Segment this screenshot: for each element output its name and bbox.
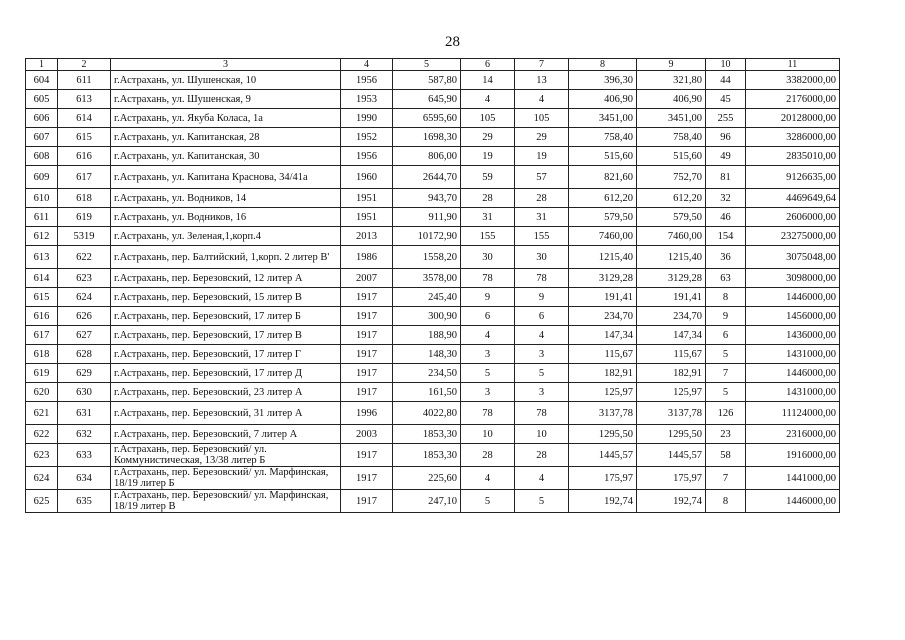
cell-count-b: 30 bbox=[515, 246, 569, 269]
cell-count-a: 3 bbox=[461, 383, 515, 402]
cell-address: г.Астрахань, пер. Березовский/ ул. Марфинская, 18/19 литер В bbox=[111, 490, 341, 513]
cell-area-b: 758,40 bbox=[637, 128, 706, 147]
table-row bbox=[26, 90, 840, 109]
cell-area-a: 125,97 bbox=[569, 383, 637, 402]
cell-count-a: 30 bbox=[461, 246, 515, 269]
column-header: 2 bbox=[58, 59, 111, 71]
cell-row-number: 607 bbox=[26, 128, 58, 147]
cell-count-a: 5 bbox=[461, 364, 515, 383]
cell-year-built: 1917 bbox=[341, 307, 393, 326]
cell-count-a: 4 bbox=[461, 90, 515, 109]
cell-object-id: 628 bbox=[58, 345, 111, 364]
cell-total-area: 1698,30 bbox=[393, 128, 461, 147]
cell-row-number: 611 bbox=[26, 208, 58, 227]
cell-count-b: 155 bbox=[515, 227, 569, 246]
cell-count-a: 6 bbox=[461, 307, 515, 326]
cell-object-id: 629 bbox=[58, 364, 111, 383]
table-row bbox=[26, 288, 840, 307]
cell-address: г.Астрахань, пер. Березовский, 23 литер А bbox=[111, 383, 341, 402]
cell-area-a: 182,91 bbox=[569, 364, 637, 383]
cell-cost: 2176000,00 bbox=[746, 90, 840, 109]
cell-total-area: 1853,30 bbox=[393, 425, 461, 444]
cell-cost: 1446000,00 bbox=[746, 364, 840, 383]
cell-area-a: 821,60 bbox=[569, 166, 637, 189]
cell-residents: 9 bbox=[706, 307, 746, 326]
cell-address: г.Астрахань, ул. Водников, 16 bbox=[111, 208, 341, 227]
cell-row-number: 620 bbox=[26, 383, 58, 402]
cell-count-a: 14 bbox=[461, 71, 515, 90]
cell-area-a: 7460,00 bbox=[569, 227, 637, 246]
cell-residents: 63 bbox=[706, 269, 746, 288]
cell-area-a: 234,70 bbox=[569, 307, 637, 326]
cell-residents: 5 bbox=[706, 383, 746, 402]
cell-count-b: 4 bbox=[515, 326, 569, 345]
cell-row-number: 604 bbox=[26, 71, 58, 90]
cell-count-a: 19 bbox=[461, 147, 515, 166]
table-row bbox=[26, 490, 840, 513]
cell-area-a: 3451,00 bbox=[569, 109, 637, 128]
column-header: 6 bbox=[461, 59, 515, 71]
cell-count-a: 4 bbox=[461, 467, 515, 490]
cell-area-b: 3451,00 bbox=[637, 109, 706, 128]
cell-count-b: 28 bbox=[515, 189, 569, 208]
cell-total-area: 234,50 bbox=[393, 364, 461, 383]
column-header: 9 bbox=[637, 59, 706, 71]
cell-cost: 3382000,00 bbox=[746, 71, 840, 90]
cell-count-b: 19 bbox=[515, 147, 569, 166]
cell-residents: 5 bbox=[706, 345, 746, 364]
cell-total-area: 806,00 bbox=[393, 147, 461, 166]
cell-object-id: 619 bbox=[58, 208, 111, 227]
column-header: 10 bbox=[706, 59, 746, 71]
table-row bbox=[26, 444, 840, 467]
cell-total-area: 911,90 bbox=[393, 208, 461, 227]
cell-row-number: 613 bbox=[26, 246, 58, 269]
cell-address: г.Астрахань, ул. Капитанская, 30 bbox=[111, 147, 341, 166]
cell-address: г.Астрахань, пер. Березовский, 17 литер Г bbox=[111, 345, 341, 364]
cell-cost: 11124000,00 bbox=[746, 402, 840, 425]
cell-row-number: 612 bbox=[26, 227, 58, 246]
cell-count-a: 78 bbox=[461, 402, 515, 425]
cell-total-area: 225,60 bbox=[393, 467, 461, 490]
cell-count-b: 13 bbox=[515, 71, 569, 90]
cell-area-b: 321,80 bbox=[637, 71, 706, 90]
cell-area-a: 115,67 bbox=[569, 345, 637, 364]
cell-total-area: 645,90 bbox=[393, 90, 461, 109]
table-row bbox=[26, 425, 840, 444]
page-number: 28 bbox=[445, 34, 460, 50]
cell-count-b: 6 bbox=[515, 307, 569, 326]
cell-total-area: 6595,60 bbox=[393, 109, 461, 128]
cell-count-b: 29 bbox=[515, 128, 569, 147]
cell-cost: 2606000,00 bbox=[746, 208, 840, 227]
cell-count-b: 3 bbox=[515, 345, 569, 364]
cell-total-area: 943,70 bbox=[393, 189, 461, 208]
cell-address: г.Астрахань, пер. Березовский, 7 литер А bbox=[111, 425, 341, 444]
cell-row-number: 605 bbox=[26, 90, 58, 109]
cell-residents: 45 bbox=[706, 90, 746, 109]
cell-row-number: 619 bbox=[26, 364, 58, 383]
cell-cost: 3098000,00 bbox=[746, 269, 840, 288]
cell-total-area: 300,90 bbox=[393, 307, 461, 326]
cell-count-a: 9 bbox=[461, 288, 515, 307]
cell-object-id: 626 bbox=[58, 307, 111, 326]
column-header: 11 bbox=[746, 59, 840, 71]
cell-year-built: 1917 bbox=[341, 383, 393, 402]
cell-year-built: 1960 bbox=[341, 166, 393, 189]
cell-row-number: 624 bbox=[26, 467, 58, 490]
cell-year-built: 1917 bbox=[341, 490, 393, 513]
cell-area-a: 758,40 bbox=[569, 128, 637, 147]
cell-cost: 1436000,00 bbox=[746, 326, 840, 345]
cell-address: г.Астрахань, пер. Березовский, 17 литер В bbox=[111, 326, 341, 345]
cell-year-built: 1986 bbox=[341, 246, 393, 269]
cell-residents: 8 bbox=[706, 288, 746, 307]
cell-object-id: 614 bbox=[58, 109, 111, 128]
cell-object-id: 616 bbox=[58, 147, 111, 166]
cell-area-b: 182,91 bbox=[637, 364, 706, 383]
table-row bbox=[26, 326, 840, 345]
cell-residents: 255 bbox=[706, 109, 746, 128]
cell-count-b: 105 bbox=[515, 109, 569, 128]
cell-object-id: 611 bbox=[58, 71, 111, 90]
cell-area-b: 612,20 bbox=[637, 189, 706, 208]
cell-address: г.Астрахань, пер. Березовский, 12 литер А bbox=[111, 269, 341, 288]
cell-year-built: 1990 bbox=[341, 109, 393, 128]
cell-cost: 1446000,00 bbox=[746, 490, 840, 513]
cell-residents: 154 bbox=[706, 227, 746, 246]
table-row bbox=[26, 364, 840, 383]
cell-area-b: 7460,00 bbox=[637, 227, 706, 246]
cell-area-b: 579,50 bbox=[637, 208, 706, 227]
cell-object-id: 630 bbox=[58, 383, 111, 402]
cell-residents: 7 bbox=[706, 467, 746, 490]
cell-residents: 44 bbox=[706, 71, 746, 90]
cell-count-a: 4 bbox=[461, 326, 515, 345]
cell-area-b: 406,90 bbox=[637, 90, 706, 109]
cell-cost: 2835010,00 bbox=[746, 147, 840, 166]
cell-area-a: 1445,57 bbox=[569, 444, 637, 467]
cell-area-a: 1295,50 bbox=[569, 425, 637, 444]
cell-area-a: 1215,40 bbox=[569, 246, 637, 269]
cell-year-built: 1917 bbox=[341, 326, 393, 345]
cell-area-b: 3137,78 bbox=[637, 402, 706, 425]
cell-year-built: 2003 bbox=[341, 425, 393, 444]
cell-object-id: 635 bbox=[58, 490, 111, 513]
cell-area-a: 175,97 bbox=[569, 467, 637, 490]
table-row bbox=[26, 227, 840, 246]
cell-total-area: 1558,20 bbox=[393, 246, 461, 269]
column-header: 3 bbox=[111, 59, 341, 71]
cell-year-built: 2007 bbox=[341, 269, 393, 288]
cell-object-id: 633 bbox=[58, 444, 111, 467]
table-row bbox=[26, 383, 840, 402]
cell-area-a: 406,90 bbox=[569, 90, 637, 109]
cell-cost: 1456000,00 bbox=[746, 307, 840, 326]
cell-row-number: 625 bbox=[26, 490, 58, 513]
cell-total-area: 148,30 bbox=[393, 345, 461, 364]
cell-count-a: 3 bbox=[461, 345, 515, 364]
cell-count-b: 5 bbox=[515, 364, 569, 383]
cell-area-b: 1295,50 bbox=[637, 425, 706, 444]
cell-row-number: 614 bbox=[26, 269, 58, 288]
table-row bbox=[26, 467, 840, 490]
cell-count-b: 9 bbox=[515, 288, 569, 307]
cell-cost: 3075048,00 bbox=[746, 246, 840, 269]
cell-count-b: 78 bbox=[515, 269, 569, 288]
cell-area-b: 191,41 bbox=[637, 288, 706, 307]
cell-object-id: 624 bbox=[58, 288, 111, 307]
cell-residents: 58 bbox=[706, 444, 746, 467]
cell-year-built: 1917 bbox=[341, 467, 393, 490]
cell-object-id: 627 bbox=[58, 326, 111, 345]
cell-object-id: 634 bbox=[58, 467, 111, 490]
cell-area-a: 579,50 bbox=[569, 208, 637, 227]
cell-total-area: 587,80 bbox=[393, 71, 461, 90]
cell-area-b: 1215,40 bbox=[637, 246, 706, 269]
cell-residents: 6 bbox=[706, 326, 746, 345]
cell-address: г.Астрахань, пер. Березовский/ ул. Марфинская, 18/19 литер Б bbox=[111, 467, 341, 490]
cell-residents: 126 bbox=[706, 402, 746, 425]
cell-cost: 9126635,00 bbox=[746, 166, 840, 189]
cell-year-built: 2013 bbox=[341, 227, 393, 246]
cell-count-a: 10 bbox=[461, 425, 515, 444]
cell-total-area: 247,10 bbox=[393, 490, 461, 513]
cell-object-id: 615 bbox=[58, 128, 111, 147]
table-row bbox=[26, 71, 840, 90]
cell-count-b: 4 bbox=[515, 467, 569, 490]
cell-area-b: 515,60 bbox=[637, 147, 706, 166]
table-row bbox=[26, 269, 840, 288]
cell-address: г.Астрахань, пер. Березовский, 15 литер В bbox=[111, 288, 341, 307]
cell-area-b: 147,34 bbox=[637, 326, 706, 345]
cell-count-a: 59 bbox=[461, 166, 515, 189]
cell-cost: 1431000,00 bbox=[746, 383, 840, 402]
cell-area-b: 125,97 bbox=[637, 383, 706, 402]
cell-year-built: 1917 bbox=[341, 444, 393, 467]
cell-address: г.Астрахань, пер. Балтийский, 1,корп. 2 литер В' bbox=[111, 246, 341, 269]
cell-count-b: 5 bbox=[515, 490, 569, 513]
cell-area-a: 612,20 bbox=[569, 189, 637, 208]
cell-area-a: 3137,78 bbox=[569, 402, 637, 425]
cell-year-built: 1996 bbox=[341, 402, 393, 425]
column-header: 4 bbox=[341, 59, 393, 71]
cell-year-built: 1952 bbox=[341, 128, 393, 147]
cell-object-id: 618 bbox=[58, 189, 111, 208]
cell-count-b: 28 bbox=[515, 444, 569, 467]
cell-count-a: 5 bbox=[461, 490, 515, 513]
cell-count-a: 78 bbox=[461, 269, 515, 288]
cell-residents: 32 bbox=[706, 189, 746, 208]
table-row bbox=[26, 307, 840, 326]
cell-area-a: 147,34 bbox=[569, 326, 637, 345]
cell-cost: 3286000,00 bbox=[746, 128, 840, 147]
cell-count-b: 10 bbox=[515, 425, 569, 444]
cell-object-id: 631 bbox=[58, 402, 111, 425]
cell-year-built: 1951 bbox=[341, 208, 393, 227]
cell-year-built: 1917 bbox=[341, 345, 393, 364]
cell-residents: 36 bbox=[706, 246, 746, 269]
cell-row-number: 616 bbox=[26, 307, 58, 326]
table-row bbox=[26, 189, 840, 208]
cell-cost: 23275000,00 bbox=[746, 227, 840, 246]
cell-area-a: 515,60 bbox=[569, 147, 637, 166]
table-row bbox=[26, 166, 840, 189]
table-row bbox=[26, 109, 840, 128]
cell-year-built: 1956 bbox=[341, 147, 393, 166]
cell-area-a: 3129,28 bbox=[569, 269, 637, 288]
table-row bbox=[26, 402, 840, 425]
cell-area-b: 1445,57 bbox=[637, 444, 706, 467]
cell-cost: 20128000,00 bbox=[746, 109, 840, 128]
cell-count-a: 28 bbox=[461, 444, 515, 467]
cell-row-number: 617 bbox=[26, 326, 58, 345]
cell-area-b: 115,67 bbox=[637, 345, 706, 364]
cell-residents: 7 bbox=[706, 364, 746, 383]
cell-total-area: 3578,00 bbox=[393, 269, 461, 288]
cell-area-b: 175,97 bbox=[637, 467, 706, 490]
cell-cost: 1446000,00 bbox=[746, 288, 840, 307]
cell-count-b: 78 bbox=[515, 402, 569, 425]
cell-cost: 1441000,00 bbox=[746, 467, 840, 490]
cell-row-number: 621 bbox=[26, 402, 58, 425]
cell-object-id: 613 bbox=[58, 90, 111, 109]
cell-address: г.Астрахань, ул. Капитанская, 28 bbox=[111, 128, 341, 147]
cell-area-b: 3129,28 bbox=[637, 269, 706, 288]
cell-year-built: 1953 bbox=[341, 90, 393, 109]
cell-row-number: 615 bbox=[26, 288, 58, 307]
cell-object-id: 632 bbox=[58, 425, 111, 444]
cell-residents: 23 bbox=[706, 425, 746, 444]
table-row bbox=[26, 345, 840, 364]
cell-row-number: 618 bbox=[26, 345, 58, 364]
cell-address: г.Астрахань, пер. Березовский, 17 литер Д bbox=[111, 364, 341, 383]
cell-address: г.Астрахань, ул. Якуба Коласа, 1а bbox=[111, 109, 341, 128]
cell-count-a: 105 bbox=[461, 109, 515, 128]
cell-total-area: 161,50 bbox=[393, 383, 461, 402]
cell-cost: 4469649,64 bbox=[746, 189, 840, 208]
cell-cost: 2316000,00 bbox=[746, 425, 840, 444]
cell-address: г.Астрахань, ул. Водников, 14 bbox=[111, 189, 341, 208]
cell-year-built: 1956 bbox=[341, 71, 393, 90]
cell-object-id: 623 bbox=[58, 269, 111, 288]
cell-area-b: 234,70 bbox=[637, 307, 706, 326]
cell-total-area: 188,90 bbox=[393, 326, 461, 345]
cell-count-a: 28 bbox=[461, 189, 515, 208]
cell-total-area: 4022,80 bbox=[393, 402, 461, 425]
cell-address: г.Астрахань, пер. Березовский, 31 литер А bbox=[111, 402, 341, 425]
cell-total-area: 10172,90 bbox=[393, 227, 461, 246]
cell-row-number: 623 bbox=[26, 444, 58, 467]
property-table bbox=[25, 58, 840, 513]
cell-total-area: 1853,30 bbox=[393, 444, 461, 467]
table-row bbox=[26, 128, 840, 147]
cell-total-area: 245,40 bbox=[393, 288, 461, 307]
column-header: 7 bbox=[515, 59, 569, 71]
cell-row-number: 610 bbox=[26, 189, 58, 208]
cell-area-a: 396,30 bbox=[569, 71, 637, 90]
cell-cost: 1431000,00 bbox=[746, 345, 840, 364]
cell-address: г.Астрахань, ул. Зеленая,1,корп.4 bbox=[111, 227, 341, 246]
cell-area-b: 192,74 bbox=[637, 490, 706, 513]
table-row bbox=[26, 246, 840, 269]
cell-address: г.Астрахань, ул. Шушенская, 10 bbox=[111, 71, 341, 90]
header-row bbox=[26, 59, 840, 71]
cell-row-number: 622 bbox=[26, 425, 58, 444]
cell-residents: 81 bbox=[706, 166, 746, 189]
cell-count-b: 4 bbox=[515, 90, 569, 109]
cell-year-built: 1951 bbox=[341, 189, 393, 208]
cell-object-id: 5319 bbox=[58, 227, 111, 246]
cell-year-built: 1917 bbox=[341, 288, 393, 307]
cell-object-id: 617 bbox=[58, 166, 111, 189]
table-row bbox=[26, 147, 840, 166]
column-header: 5 bbox=[393, 59, 461, 71]
cell-address: г.Астрахань, пер. Березовский/ ул. Коммунистическая, 13/38 литер Б bbox=[111, 444, 341, 467]
cell-cost: 1916000,00 bbox=[746, 444, 840, 467]
table-row bbox=[26, 208, 840, 227]
cell-area-a: 191,41 bbox=[569, 288, 637, 307]
cell-address: г.Астрахань, пер. Березовский, 17 литер Б bbox=[111, 307, 341, 326]
cell-year-built: 1917 bbox=[341, 364, 393, 383]
cell-residents: 49 bbox=[706, 147, 746, 166]
column-header: 1 bbox=[26, 59, 58, 71]
cell-address: г.Астрахань, ул. Капитана Краснова, 34/41а bbox=[111, 166, 341, 189]
cell-count-b: 57 bbox=[515, 166, 569, 189]
cell-residents: 96 bbox=[706, 128, 746, 147]
cell-count-a: 29 bbox=[461, 128, 515, 147]
cell-residents: 46 bbox=[706, 208, 746, 227]
cell-residents: 8 bbox=[706, 490, 746, 513]
cell-row-number: 606 bbox=[26, 109, 58, 128]
cell-row-number: 609 bbox=[26, 166, 58, 189]
column-header: 8 bbox=[569, 59, 637, 71]
cell-area-b: 752,70 bbox=[637, 166, 706, 189]
cell-total-area: 2644,70 bbox=[393, 166, 461, 189]
cell-count-a: 155 bbox=[461, 227, 515, 246]
cell-object-id: 622 bbox=[58, 246, 111, 269]
cell-row-number: 608 bbox=[26, 147, 58, 166]
cell-address: г.Астрахань, ул. Шушенская, 9 bbox=[111, 90, 341, 109]
cell-count-b: 31 bbox=[515, 208, 569, 227]
cell-count-a: 31 bbox=[461, 208, 515, 227]
cell-area-a: 192,74 bbox=[569, 490, 637, 513]
cell-count-b: 3 bbox=[515, 383, 569, 402]
